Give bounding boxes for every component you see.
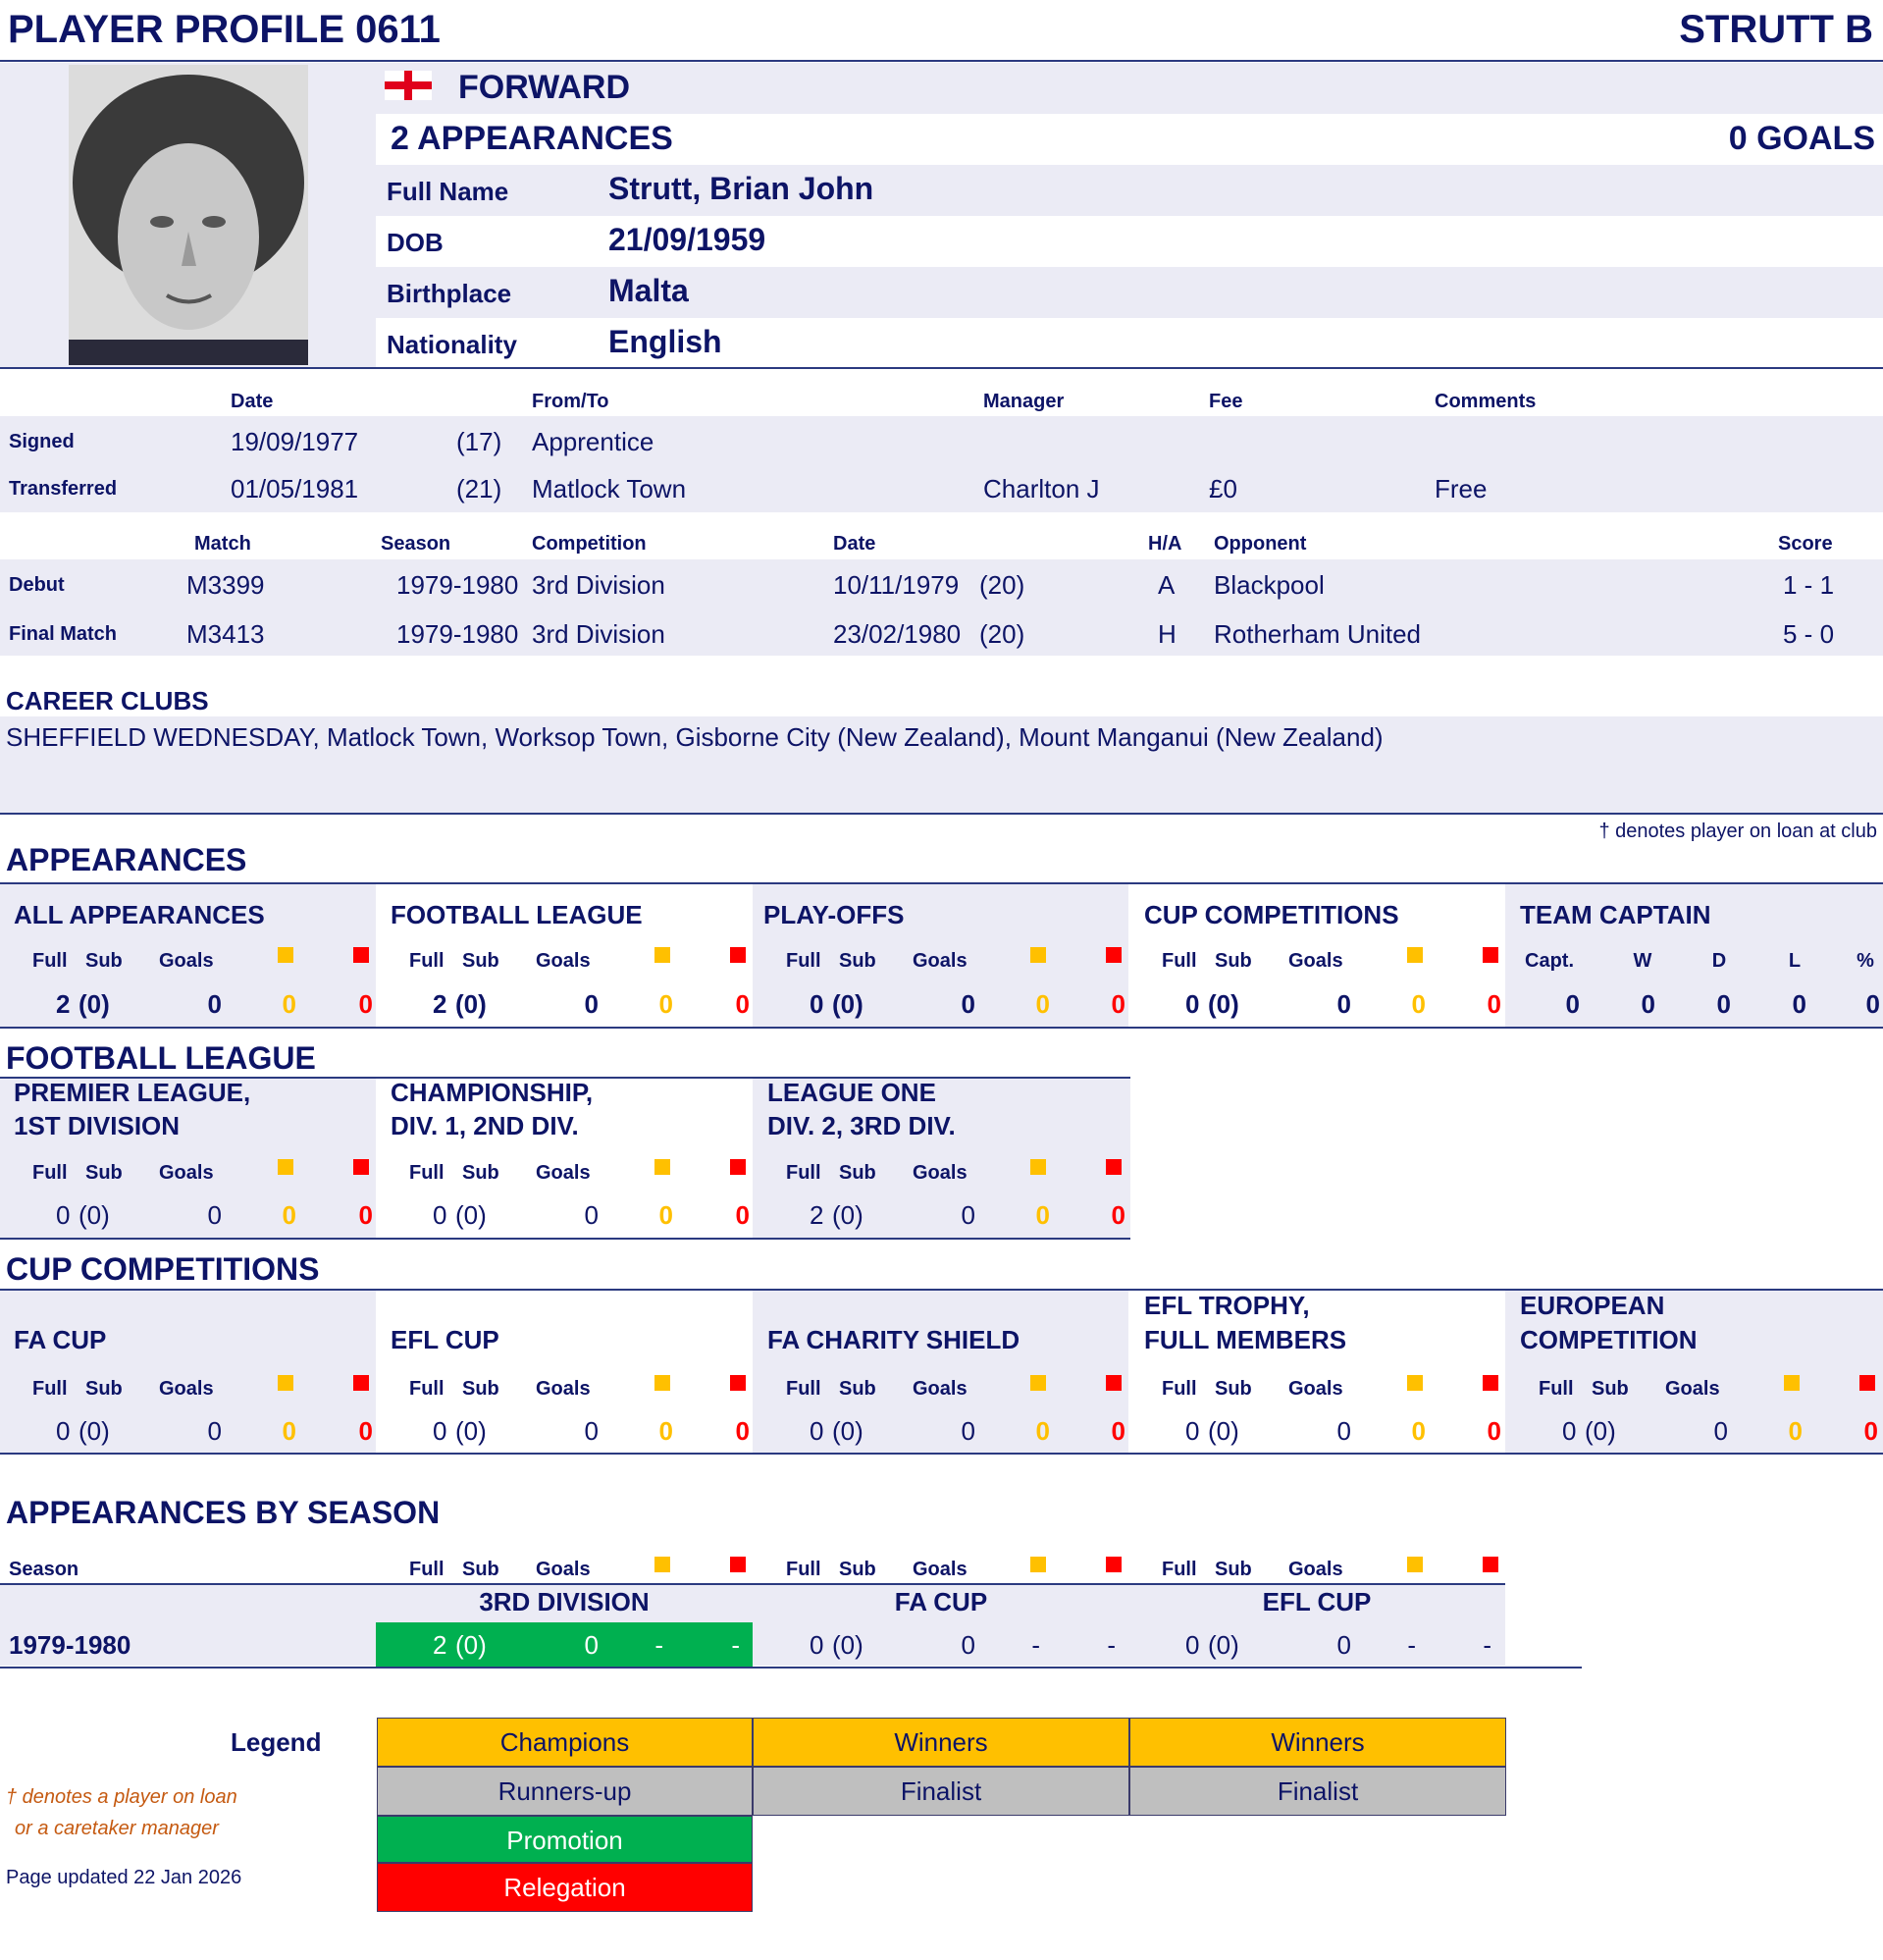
col-sub: Sub — [1592, 1378, 1629, 1400]
yellow-value: 0 — [1035, 1416, 1050, 1446]
col-full: Full — [786, 1162, 821, 1184]
col-full: Full — [409, 950, 445, 972]
col-full: Full — [32, 950, 68, 972]
subs-value: (0) — [832, 989, 863, 1019]
yellow-card-icon — [1030, 1159, 1046, 1175]
col-goals: Goals — [536, 1559, 591, 1580]
transfer-age: (21) — [456, 474, 502, 503]
col-full: Full — [409, 1559, 445, 1580]
yellow-card-icon — [1030, 1375, 1046, 1391]
field-label: Birthplace — [387, 279, 512, 308]
group-title: ALL APPEARANCES — [14, 900, 265, 929]
field-value: 21/09/1959 — [608, 222, 766, 257]
match-score: 5 - 0 — [1783, 619, 1835, 649]
red-value: 0 — [735, 1200, 750, 1230]
comp-header: EFL CUP — [1262, 1587, 1372, 1616]
col-sub: Sub — [839, 950, 876, 972]
field-value: English — [608, 324, 722, 359]
col-goals: Goals — [536, 1378, 591, 1400]
col-goals: Goals — [536, 1162, 591, 1184]
yellow-card-icon — [654, 1375, 670, 1391]
legend-runners-up: Runners-up — [377, 1767, 753, 1816]
yellow-card-icon — [278, 947, 293, 963]
player-portrait — [69, 65, 308, 365]
captain-header: Capt. — [1525, 950, 1574, 972]
captain-header: % — [1857, 950, 1874, 972]
group-title: COMPETITION — [1520, 1325, 1698, 1354]
red-value: 0 — [1863, 1416, 1878, 1446]
captain-value: 0 — [1865, 989, 1880, 1019]
apps-value: 2 — [56, 989, 71, 1019]
page-title: PLAYER PROFILE 0611 — [8, 8, 441, 51]
red-card-icon — [1106, 1159, 1122, 1175]
red-value: 0 — [1487, 989, 1501, 1019]
yellow-value: 0 — [282, 989, 296, 1019]
col-goals: Goals — [159, 1162, 214, 1184]
group-title: PLAY-OFFS — [763, 900, 905, 929]
comp-header: 3RD DIVISION — [479, 1587, 650, 1616]
red-card-icon — [1106, 947, 1122, 963]
transfer-label: Transferred — [9, 478, 118, 500]
red-value: 0 — [1111, 1200, 1125, 1230]
captain-value: 0 — [1792, 989, 1806, 1019]
field-row-band — [376, 165, 1883, 216]
col-header-competition: Competition — [532, 533, 647, 555]
apps-value: 0 — [1185, 1416, 1200, 1446]
col-full: Full — [1162, 1378, 1197, 1400]
match-ha: H — [1158, 619, 1177, 649]
yellow-value: 0 — [1035, 1200, 1050, 1230]
goals-value: 0 — [207, 1200, 222, 1230]
captain-header: L — [1788, 950, 1802, 972]
match-season: 1979-1980 — [396, 619, 519, 649]
col-goals: Goals — [536, 950, 591, 972]
subs-value: (0) — [1585, 1416, 1616, 1446]
legend-winners: Winners — [753, 1718, 1129, 1767]
apps-value: 2 — [433, 989, 447, 1019]
yellow-card-icon — [1030, 1557, 1046, 1572]
yellow-value: - — [1407, 1630, 1416, 1660]
goals-value: 0 — [207, 1416, 222, 1446]
match-season: 1979-1980 — [396, 570, 519, 600]
goals-value: 0 — [584, 1630, 599, 1660]
red-value: 0 — [358, 1416, 373, 1446]
goals-value: 0 — [1336, 1416, 1351, 1446]
subs-value: (0) — [832, 1200, 863, 1230]
match-id: M3399 — [186, 570, 265, 600]
yellow-card-icon — [1407, 1557, 1423, 1572]
yellow-card-icon — [654, 1557, 670, 1572]
transfer-club: Matlock Town — [532, 474, 687, 503]
col-sub: Sub — [462, 950, 499, 972]
subs-value: (0) — [78, 1200, 110, 1230]
red-card-icon — [353, 947, 369, 963]
transfer-date: 19/09/1977 — [231, 427, 359, 456]
col-sub: Sub — [839, 1378, 876, 1400]
page-updated: Page updated 22 Jan 2026 — [6, 1867, 242, 1888]
col-sub: Sub — [839, 1162, 876, 1184]
group-title: FOOTBALL LEAGUE — [391, 900, 643, 929]
yellow-value: 0 — [658, 1200, 673, 1230]
col-header-match: Match — [194, 533, 251, 555]
red-value: - — [1483, 1630, 1491, 1660]
apps-value: 0 — [1185, 1630, 1200, 1660]
group-title: PREMIER LEAGUE, — [14, 1078, 251, 1107]
apps-value: 0 — [1562, 1416, 1577, 1446]
legend-winners: Winners — [1129, 1718, 1506, 1767]
col-full: Full — [32, 1162, 68, 1184]
red-value: 0 — [1111, 1416, 1125, 1446]
red-card-icon — [730, 1159, 746, 1175]
col-goals: Goals — [1288, 950, 1343, 972]
red-card-icon — [353, 1159, 369, 1175]
col-goals: Goals — [159, 1378, 214, 1400]
col-goals: Goals — [913, 1378, 968, 1400]
match-score: 1 - 1 — [1783, 570, 1835, 600]
appearances-count: 2 APPEARANCES — [391, 120, 673, 157]
match-competition: 3rd Division — [532, 570, 665, 600]
goals-value: 0 — [584, 989, 599, 1019]
goals-value: 0 — [1713, 1416, 1728, 1446]
field-value: Strutt, Brian John — [608, 171, 874, 206]
apps-value: 0 — [433, 1416, 447, 1446]
field-label: DOB — [387, 228, 444, 257]
red-card-icon — [1106, 1375, 1122, 1391]
col-sub: Sub — [462, 1559, 499, 1580]
col-full: Full — [409, 1378, 445, 1400]
goals-value: 0 — [207, 989, 222, 1019]
col-full: Full — [786, 950, 821, 972]
match-competition: 3rd Division — [532, 619, 665, 649]
red-card-icon — [1483, 1557, 1498, 1572]
group-title: EFL TROPHY, — [1144, 1291, 1310, 1320]
col-sub: Sub — [1215, 1378, 1252, 1400]
col-full: Full — [1162, 1559, 1197, 1580]
yellow-value: - — [1031, 1630, 1040, 1660]
yellow-value: 0 — [282, 1416, 296, 1446]
field-row-band — [376, 267, 1883, 318]
red-card-icon — [730, 1375, 746, 1391]
col-sub: Sub — [462, 1162, 499, 1184]
yellow-card-icon — [654, 947, 670, 963]
divider — [0, 1238, 1130, 1240]
col-full: Full — [409, 1162, 445, 1184]
goals-value: 0 — [584, 1200, 599, 1230]
col-full: Full — [32, 1378, 68, 1400]
col-header-score: Score — [1778, 533, 1833, 555]
match-opponent: Rotherham United — [1214, 619, 1421, 649]
group-title: FA CUP — [14, 1325, 107, 1354]
group-title: 1ST DIVISION — [14, 1111, 181, 1140]
match-label: Final Match — [9, 623, 118, 645]
subs-value: (0) — [455, 1200, 487, 1230]
goals-value: 0 — [1336, 1630, 1351, 1660]
divider — [0, 1453, 1883, 1455]
yellow-card-icon — [1030, 947, 1046, 963]
match-opponent: Blackpool — [1214, 570, 1325, 600]
subs-value: (0) — [78, 1416, 110, 1446]
transfer-club: Apprentice — [532, 427, 654, 456]
subs-value: (0) — [78, 989, 110, 1019]
col-sub: Sub — [839, 1559, 876, 1580]
col-full: Full — [786, 1378, 821, 1400]
red-card-icon — [353, 1375, 369, 1391]
red-card-icon — [1483, 1375, 1498, 1391]
field-label: Full Name — [387, 177, 509, 206]
legend-finalist: Finalist — [1129, 1767, 1506, 1816]
goals-value: 0 — [584, 1416, 599, 1446]
col-sub: Sub — [1215, 1559, 1252, 1580]
legend-note: or a caretaker manager — [15, 1818, 219, 1839]
apps-value: 0 — [1185, 989, 1200, 1019]
divider — [0, 1027, 1883, 1029]
red-card-icon — [1859, 1375, 1875, 1391]
legend-promotion: Promotion — [377, 1816, 753, 1863]
subs-value: (0) — [455, 1416, 487, 1446]
yellow-card-icon — [1407, 947, 1423, 963]
col-full: Full — [1539, 1378, 1574, 1400]
col-sub: Sub — [1215, 950, 1252, 972]
career-clubs-text: SHEFFIELD WEDNESDAY, Matlock Town, Worksop Town, Gisborne City (New Zealand), Mount Manganui (New Zealand) — [6, 722, 1384, 752]
yellow-card-icon — [278, 1375, 293, 1391]
apps-value: 0 — [810, 1416, 824, 1446]
red-card-icon — [1106, 1557, 1122, 1572]
yellow-card-icon — [278, 1159, 293, 1175]
captain-value: 0 — [1565, 989, 1580, 1019]
group-title: FULL MEMBERS — [1144, 1325, 1347, 1354]
divider — [0, 813, 1883, 815]
col-goals: Goals — [1288, 1378, 1343, 1400]
goals-value: 0 — [961, 1200, 975, 1230]
col-header-opponent: Opponent — [1214, 533, 1307, 555]
legend-champions: Champions — [377, 1718, 753, 1767]
subs-value: (0) — [1208, 989, 1239, 1019]
goals-value: 0 — [1336, 989, 1351, 1019]
goals-value: 0 — [961, 1416, 975, 1446]
apps-value: 0 — [56, 1416, 71, 1446]
captain-header: D — [1711, 950, 1727, 972]
divider — [0, 60, 1883, 62]
group-title: LEAGUE ONE — [767, 1078, 936, 1107]
apps-value: 0 — [810, 1630, 824, 1660]
captain-value: 0 — [1641, 989, 1655, 1019]
col-goals: Goals — [913, 1162, 968, 1184]
red-value: 0 — [358, 989, 373, 1019]
season-label: 1979-1980 — [9, 1630, 131, 1660]
red-value: - — [731, 1630, 740, 1660]
red-value: 0 — [735, 1416, 750, 1446]
apps-value: 0 — [56, 1200, 71, 1230]
apps-value: 0 — [433, 1200, 447, 1230]
career-clubs-title: CAREER CLUBS — [6, 686, 209, 715]
player-position: FORWARD — [458, 69, 631, 106]
transfer-date: 01/05/1981 — [231, 474, 359, 503]
red-value: 0 — [358, 1200, 373, 1230]
yellow-value: 0 — [1035, 989, 1050, 1019]
red-value: 0 — [1111, 989, 1125, 1019]
subs-value: (0) — [1208, 1630, 1239, 1660]
red-value: 0 — [1487, 1416, 1501, 1446]
red-card-icon — [730, 1557, 746, 1572]
col-goals: Goals — [913, 1559, 968, 1580]
subs-value: (0) — [1208, 1416, 1239, 1446]
yellow-value: 0 — [1411, 1416, 1426, 1446]
yellow-value: 0 — [1788, 1416, 1803, 1446]
col-header-date: Date — [231, 391, 274, 412]
comp-header: FA CUP — [894, 1587, 988, 1616]
divider — [0, 367, 1883, 369]
yellow-card-icon — [1784, 1375, 1800, 1391]
transfer-comments: Free — [1435, 474, 1488, 503]
yellow-value: - — [654, 1630, 663, 1660]
legend-relegation: Relegation — [377, 1863, 753, 1912]
col-header-date: Date — [833, 533, 876, 555]
col-full: Full — [786, 1559, 821, 1580]
divider — [0, 1667, 1582, 1669]
loan-note: † denotes player on loan at club — [1598, 821, 1877, 842]
season-header: Season — [9, 1559, 79, 1580]
red-card-icon — [1483, 947, 1498, 963]
goals-value: 0 — [961, 1630, 975, 1660]
transfer-manager: Charlton J — [983, 474, 1100, 503]
football-league-title: FOOTBALL LEAGUE — [6, 1040, 316, 1076]
col-goals: Goals — [913, 950, 968, 972]
match-label: Debut — [9, 574, 65, 596]
match-age: (20) — [979, 619, 1025, 649]
group-title: EUROPEAN — [1520, 1291, 1665, 1320]
col-header-comments: Comments — [1435, 391, 1537, 412]
yellow-card-icon — [1407, 1375, 1423, 1391]
captain-title: TEAM CAPTAIN — [1520, 900, 1711, 929]
subs-value: (0) — [455, 989, 487, 1019]
subs-value: (0) — [832, 1630, 863, 1660]
cup-competitions-title: CUP COMPETITIONS — [6, 1251, 320, 1287]
apps-value: 2 — [810, 1200, 824, 1230]
group-title: CUP COMPETITIONS — [1144, 900, 1399, 929]
subs-value: (0) — [455, 1630, 487, 1660]
col-goals: Goals — [1665, 1378, 1720, 1400]
subs-value: (0) — [832, 1416, 863, 1446]
col-goals: Goals — [1288, 1559, 1343, 1580]
by-season-title: APPEARANCES BY SEASON — [6, 1495, 441, 1530]
field-value: Malta — [608, 273, 689, 308]
red-value: - — [1107, 1630, 1116, 1660]
yellow-value: 0 — [658, 1416, 673, 1446]
captain-value: 0 — [1716, 989, 1731, 1019]
group-title: CHAMPIONSHIP, — [391, 1078, 594, 1107]
red-card-icon — [730, 947, 746, 963]
col-header-from-to: From/To — [532, 391, 609, 412]
match-id: M3413 — [186, 619, 265, 649]
legend-title: Legend — [231, 1727, 322, 1757]
legend-finalist: Finalist — [753, 1767, 1129, 1816]
goals-count: 0 GOALS — [1728, 120, 1875, 157]
col-header-ha: H/A — [1148, 533, 1182, 555]
group-title: FA CHARITY SHIELD — [767, 1325, 1020, 1354]
red-value: 0 — [735, 989, 750, 1019]
yellow-value: 0 — [1411, 989, 1426, 1019]
col-sub: Sub — [462, 1378, 499, 1400]
yellow-value: 0 — [658, 989, 673, 1019]
col-header-fee: Fee — [1209, 391, 1243, 412]
yellow-value: 0 — [282, 1200, 296, 1230]
col-header-season: Season — [381, 533, 451, 555]
group-title: EFL CUP — [391, 1325, 499, 1354]
legend-note: † denotes a player on loan — [6, 1786, 237, 1808]
yellow-card-icon — [654, 1159, 670, 1175]
col-sub: Sub — [85, 1378, 123, 1400]
col-header-manager: Manager — [983, 391, 1065, 412]
col-sub: Sub — [85, 1162, 123, 1184]
apps-value: 2 — [433, 1630, 447, 1660]
group-title: DIV. 2, 3RD DIV. — [767, 1111, 956, 1140]
transfer-label: Signed — [9, 431, 75, 452]
captain-header: W — [1633, 950, 1652, 972]
col-full: Full — [1162, 950, 1197, 972]
match-date: 10/11/1979 — [833, 570, 960, 600]
transfer-fee: £0 — [1209, 474, 1237, 503]
match-age: (20) — [979, 570, 1025, 600]
goals-value: 0 — [961, 989, 975, 1019]
col-sub: Sub — [85, 950, 123, 972]
field-label: Nationality — [387, 330, 517, 359]
appearances-title: APPEARANCES — [6, 842, 247, 877]
match-date: 23/02/1980 — [833, 619, 962, 649]
transfer-age: (17) — [456, 427, 502, 456]
player-short-name: STRUTT B — [1679, 8, 1873, 51]
match-ha: A — [1158, 570, 1176, 600]
group-title: DIV. 1, 2ND DIV. — [391, 1111, 579, 1140]
england-flag-icon — [385, 71, 432, 100]
col-goals: Goals — [159, 950, 214, 972]
apps-value: 0 — [810, 989, 824, 1019]
